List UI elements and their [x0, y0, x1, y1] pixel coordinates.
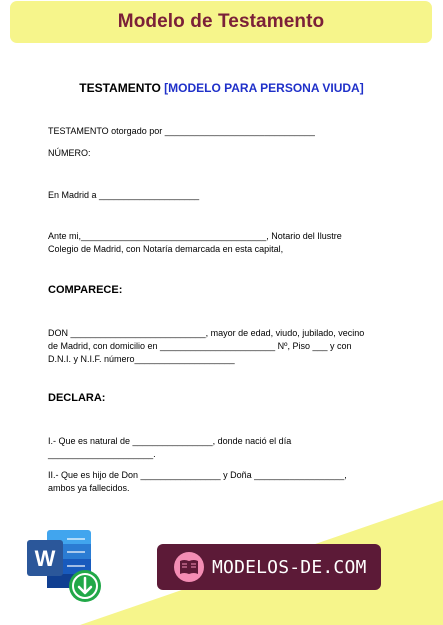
numero-line: NÚMERO: — [48, 148, 91, 158]
brand-label: MODELOS-DE.COM — [212, 556, 367, 578]
natural-line-2: _____________________. — [48, 449, 156, 459]
modelos-de-link-button[interactable] — [157, 544, 381, 590]
heading-model-type: [MODELO PARA PERSONA VIUDA] — [164, 81, 364, 95]
natural-line-1: I.- Que es natural de ________________, donde nació el día — [48, 436, 292, 446]
download-arrow-icon — [69, 570, 101, 602]
notario-line-2: Colegio de Madrid, con Notaría demarcada en esta capital, — [48, 244, 284, 254]
section-comparece: COMPARECE: — [48, 284, 123, 296]
don-line-1: DON ___________________________, mayor de edad, viudo, jubilado, vecino — [48, 328, 365, 338]
notario-line-1: Ante mi,_____________________________________, Notario del Ilustre — [48, 231, 342, 241]
madrid-date-line: En Madrid a ____________________ — [48, 190, 200, 200]
section-declara: DECLARA: — [48, 392, 106, 404]
page-title: Modelo de Testamento — [117, 11, 325, 32]
word-document-icon[interactable] — [23, 524, 107, 608]
otorgado-line: TESTAMENTO otorgado por ______________________________ — [48, 126, 315, 136]
document-heading — [0, 80, 443, 96]
don-line-2: de Madrid, con domicilio en _______________________ Nº, Piso ___ y con — [48, 341, 352, 351]
svg-text:W: W — [34, 546, 56, 571]
header-banner — [10, 1, 432, 43]
hijo-line-2: ambos ya fallecidos. — [48, 483, 130, 493]
heading-main: TESTAMENTO — [79, 81, 165, 95]
hijo-line-1: II.- Que es hijo de Don ________________ y Doña __________________, — [48, 470, 347, 480]
don-line-3: D.N.I. y N.I.F. número____________________ — [48, 354, 235, 364]
book-icon — [174, 552, 204, 582]
